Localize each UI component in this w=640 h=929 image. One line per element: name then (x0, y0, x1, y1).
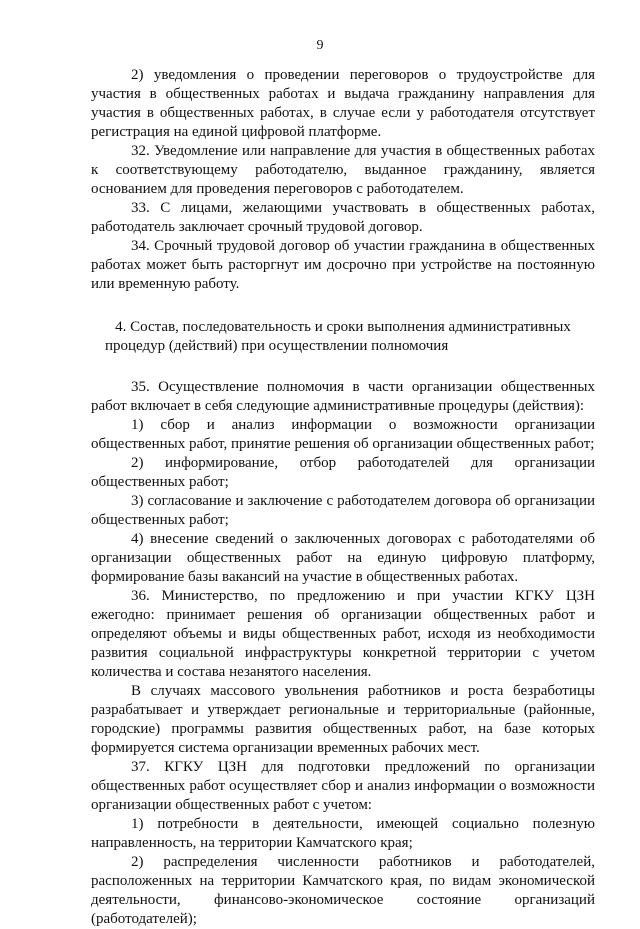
list-item-4: 4) внесение сведений о заключенных договорах с работодателями об организации общественных работ на единую цифровую платформу, формирование базы вакансий на участие в общественных работах. (91, 531, 595, 585)
criteria-item-1: 1) потребности в деятельности, имеющей социально полезную направленность, на территории Камчатского края; (91, 816, 595, 851)
paragraph-37: 37. КГКУ ЦЗН для подготовки предложений по организации общественных работ осуществляет сбор и анализ информации о возможности организации общественных работ с учетом: (91, 759, 595, 813)
paragraph-35: 35. Осуществление полномочия в части организации общественных работ включает в себя следующие административные процедуры (действия): (91, 379, 595, 414)
list-item-1: 1) сбор и анализ информации о возможности организации общественных работ, принятие решения об организации общественных работ; (91, 417, 595, 452)
paragraph-mass-layoffs: В случаях массового увольнения работников и роста безработицы разрабатывает и утверждает региональные и территориальные (районные, городские) программы развития общественных работ, на базе которых формируется система организации временных рабочих мест. (91, 683, 595, 756)
document-body (91, 66, 595, 929)
paragraph-item-2: 2) уведомления о проведении переговоров о трудоустройстве для участия в общественных работах и выдача гражданину направления для участия в общественных работах, в случае если у работодателя отсутствует регистрация на единой цифровой платформе. (91, 67, 595, 140)
paragraph-32: 32. Уведомление или направление для участия в общественных работах к соответствующему работодателю, выданное гражданину, является основанием для проведения переговоров с работодателем. (91, 143, 595, 197)
page-number: 9 (316, 38, 324, 53)
paragraph-34: 34. Срочный трудовой договор об участии гражданина в общественных работах может быть расторгнут им досрочно при устройстве на постоянную или временную работу. (91, 238, 595, 292)
criteria-item-2: 2) распределения численности работников и работодателей, расположенных на территории Камчатского края, по видам экономической деятельности, финансово-экономическое состояние организаций (работодателей); (91, 854, 595, 927)
list-item-2: 2) информирование, отбор работодателей для организации общественных работ; (91, 455, 595, 490)
paragraph-33: 33. С лицами, желающими участвовать в общественных работах, работодатель заключает срочный трудовой договор. (91, 200, 595, 235)
paragraph-36: 36. Министерство, по предложению и при участии КГКУ ЦЗН ежегодно: принимает решения об организации общественных работ и определяют объемы и виды общественных работ, исходя из необходимости развития социальной инфраструктуры конкретной территории с учетом количества и состава незанятого населения. (91, 588, 595, 680)
section-heading: 4. Состав, последовательность и сроки выполнения административных процедур (действий) при осуществлении полномочия (105, 319, 571, 354)
list-item-3: 3) согласование и заключение с работодателем договора об организации общественных работ; (91, 493, 595, 528)
